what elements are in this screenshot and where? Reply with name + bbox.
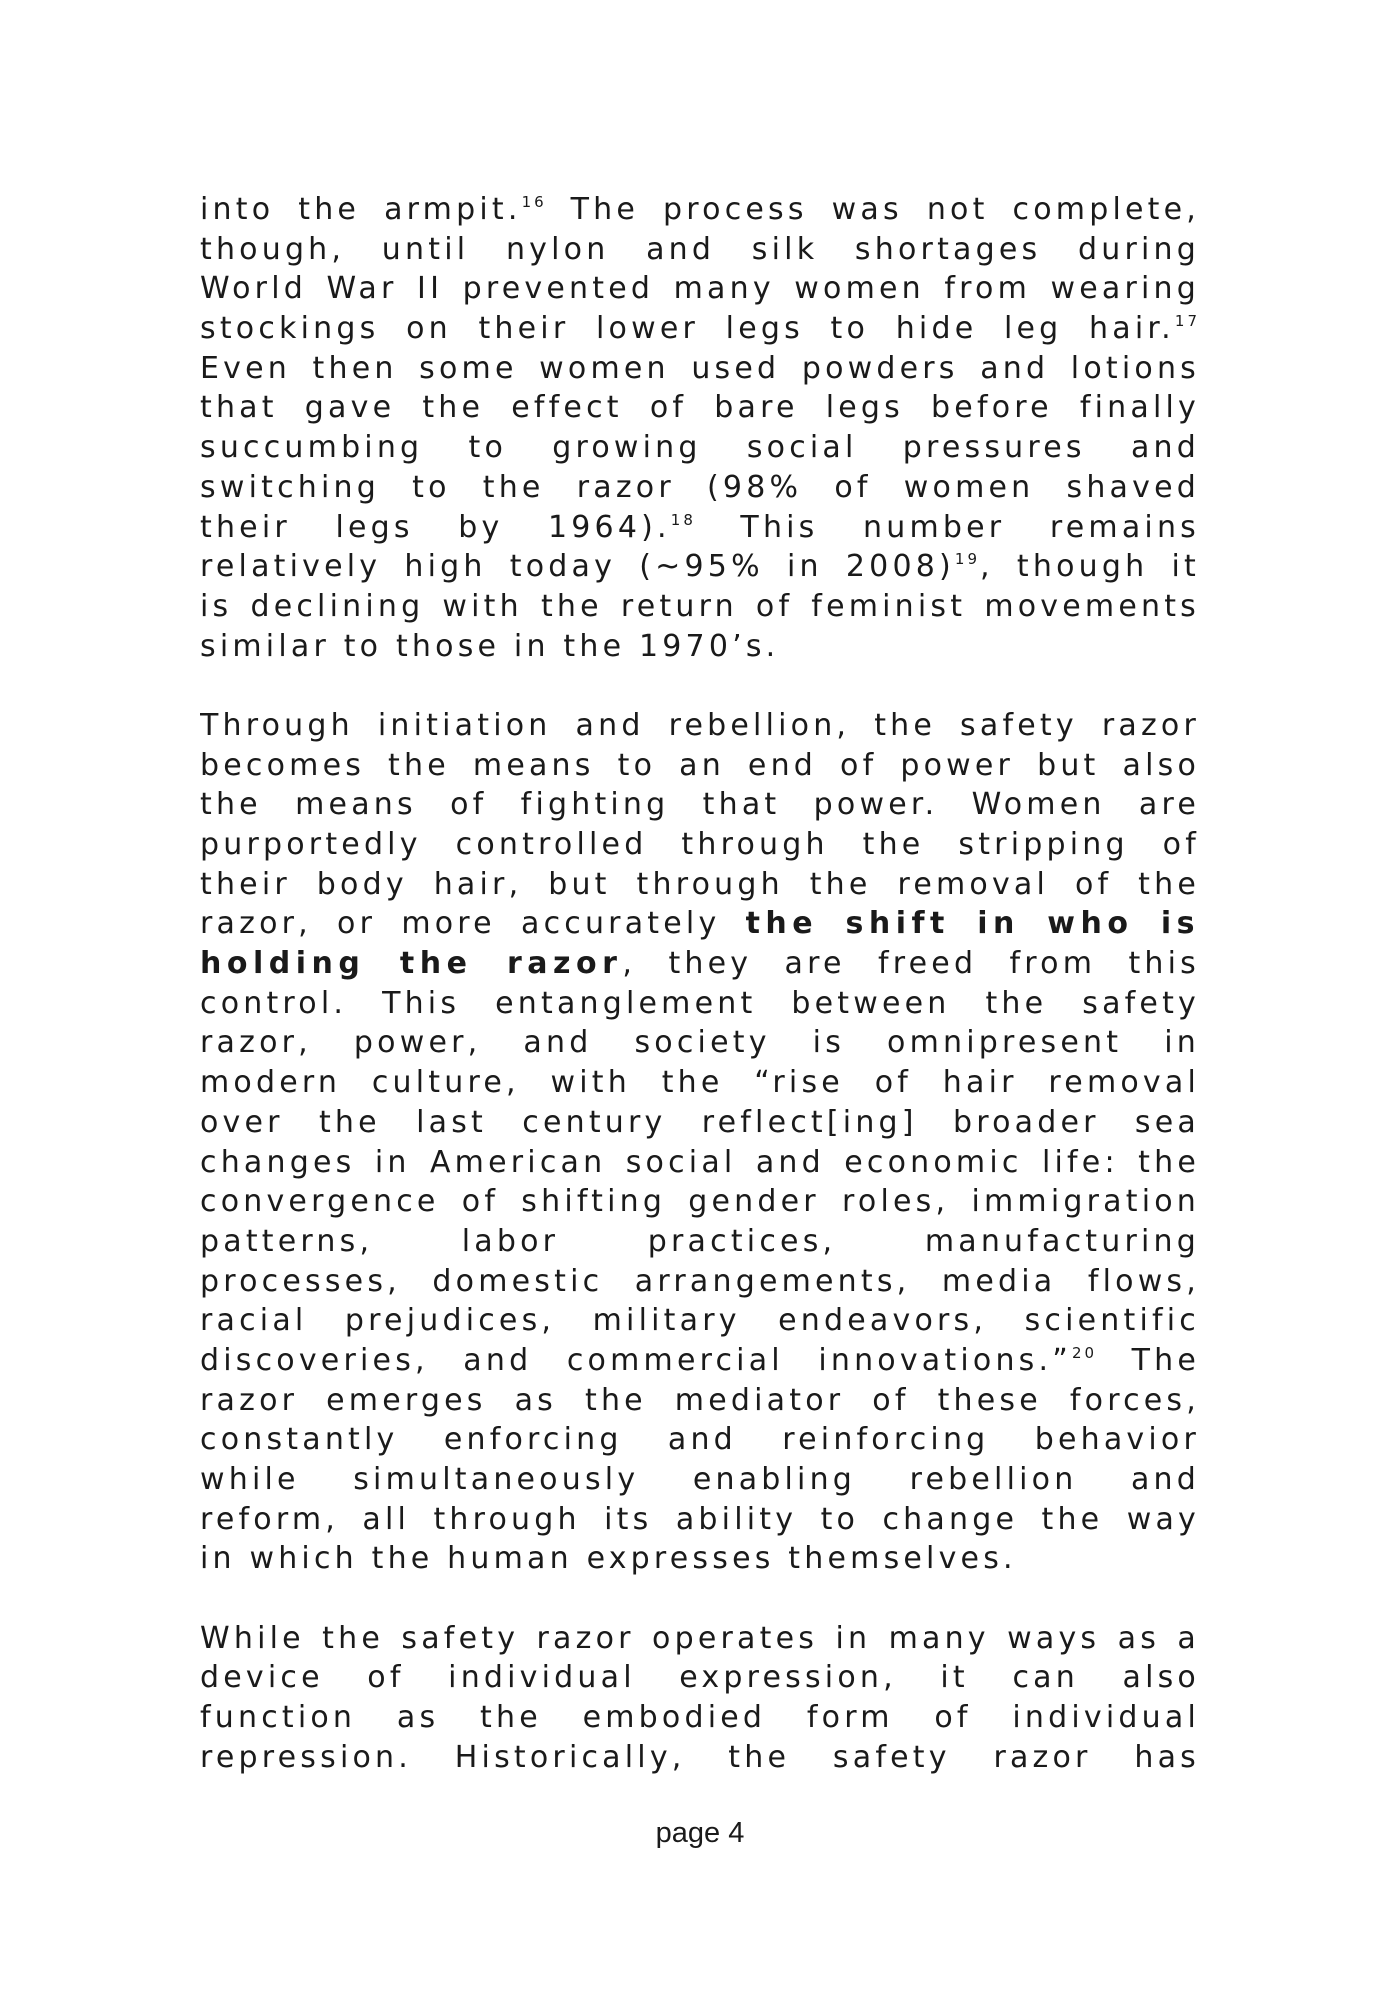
text-segment: The xyxy=(1097,1342,1200,1378)
text-segment: This number remains xyxy=(695,509,1200,545)
bold-emphasis: the shift in who is xyxy=(745,906,1200,942)
paragraph xyxy=(200,706,1200,1579)
text-line xyxy=(200,1182,1200,1222)
text-segment: razor, or more accurately xyxy=(200,906,746,942)
text-segment: processes, domestic arrangements, media flows, xyxy=(200,1263,1200,1299)
text-line xyxy=(200,190,1200,230)
text-segment: constantly enforcing and reinforcing behavior xyxy=(200,1422,1200,1458)
text-line xyxy=(200,230,1200,270)
text-line xyxy=(200,1658,1200,1698)
text-segment: relatively high today (~95% in 2008) xyxy=(200,549,955,585)
text-line xyxy=(200,1619,1200,1659)
text-segment: purportedly controlled through the stripping of xyxy=(200,827,1200,862)
text-segment: stockings on their lower legs to hide leg hair. xyxy=(200,311,1175,347)
text-segment: function as the embodied form of individual xyxy=(200,1700,1200,1736)
text-segment: patterns, labor practices, manufacturing xyxy=(200,1223,1200,1259)
text-line xyxy=(200,627,1200,667)
body-text xyxy=(200,190,1200,1778)
paragraph-gap xyxy=(200,1579,1200,1619)
text-segment: modern culture, with the “rise of hair removal xyxy=(200,1065,1200,1101)
text-segment: while simultaneously enabling rebellion and xyxy=(200,1462,1200,1497)
text-line xyxy=(200,1381,1200,1421)
text-segment: Even then some women used powders and lotions xyxy=(200,350,1200,386)
bold-emphasis: holding the razor xyxy=(200,946,623,982)
text-segment: , though it xyxy=(980,549,1200,585)
footnote-reference: 19 xyxy=(954,550,981,569)
text-segment: razor, power, and society is omnipresent in xyxy=(200,1025,1200,1061)
text-segment: their body hair, but through the removal of the xyxy=(200,866,1200,902)
text-segment: razor emerges as the mediator of these forces, xyxy=(200,1382,1200,1418)
text-line xyxy=(200,587,1200,627)
text-segment: switching to the razor (98% of women shaved xyxy=(200,469,1200,505)
text-line xyxy=(200,1341,1200,1381)
text-segment: is declining with the return of feminist movements xyxy=(200,588,1200,624)
text-line xyxy=(200,904,1200,944)
text-line xyxy=(200,984,1200,1024)
paragraph-gap xyxy=(200,666,1200,706)
text-segment: changes in American social and economic life: the xyxy=(200,1144,1200,1180)
footnote-reference: 16 xyxy=(521,193,547,211)
text-line xyxy=(200,1698,1200,1738)
text-line xyxy=(200,269,1200,309)
text-line xyxy=(200,865,1200,905)
text-segment: repression. Historically, the safety razor has xyxy=(200,1739,1200,1775)
text-line xyxy=(200,1143,1200,1183)
text-line xyxy=(200,547,1200,587)
text-segment: Through initiation and rebellion, the safety razor xyxy=(200,707,1200,743)
text-line xyxy=(200,468,1200,508)
text-segment: The process was not complete, xyxy=(546,192,1200,227)
text-segment: control. This entanglement between the safety xyxy=(200,985,1200,1021)
text-segment: that gave the effect of bare legs before finally xyxy=(200,390,1200,426)
text-segment: discoveries, and commercial innovations.” xyxy=(200,1342,1072,1378)
text-line xyxy=(200,1103,1200,1143)
paragraph xyxy=(200,1619,1200,1778)
text-segment: World War II prevented many women from wearing xyxy=(200,271,1200,307)
text-segment: device of individual expression, it can also xyxy=(200,1660,1200,1696)
text-line xyxy=(200,1460,1200,1500)
text-segment: though, until nylon and silk shortages during xyxy=(200,231,1200,267)
text-line xyxy=(200,508,1200,548)
footnote-reference: 18 xyxy=(670,510,696,529)
text-line xyxy=(200,1063,1200,1103)
text-line xyxy=(200,1738,1200,1778)
text-segment: convergence of shifting gender roles, immigration xyxy=(200,1184,1200,1220)
text-segment: succumbing to growing social pressures and xyxy=(200,430,1200,466)
text-line xyxy=(200,388,1200,428)
text-segment: in which the human expresses themselves. xyxy=(200,1541,1017,1577)
text-segment: becomes the means to an end of power but also xyxy=(200,747,1200,783)
text-line xyxy=(200,1023,1200,1063)
page-number: page 4 xyxy=(655,1817,745,1849)
text-line xyxy=(200,944,1200,984)
text-line xyxy=(200,349,1200,389)
text-segment: reform, all through its ability to change the way xyxy=(200,1501,1200,1537)
text-line xyxy=(200,746,1200,786)
text-segment: racial prejudices, military endeavors, scientific xyxy=(200,1303,1200,1339)
text-line xyxy=(200,785,1200,825)
text-line xyxy=(200,706,1200,746)
text-segment: into the armpit. xyxy=(200,192,522,227)
text-line xyxy=(200,1539,1200,1579)
text-segment: , they are freed from this xyxy=(622,946,1200,982)
paragraph xyxy=(200,190,1200,666)
text-line xyxy=(200,1420,1200,1460)
text-line xyxy=(200,428,1200,468)
text-line xyxy=(200,309,1200,349)
text-line xyxy=(200,825,1200,865)
text-line xyxy=(200,1262,1200,1302)
text-segment: their legs by 1964). xyxy=(200,509,671,545)
text-segment: While the safety razor operates in many ways as a xyxy=(200,1620,1200,1656)
footnote-reference: 17 xyxy=(1174,312,1200,331)
text-line xyxy=(200,1222,1200,1262)
text-line xyxy=(200,1500,1200,1540)
text-segment: similar to those in the 1970’s. xyxy=(200,628,780,664)
text-segment: over the last century reflect[ing] broader sea xyxy=(200,1104,1200,1140)
text-line xyxy=(200,1301,1200,1341)
footnote-reference: 20 xyxy=(1071,1343,1098,1362)
text-segment: the means of fighting that power. Women are xyxy=(200,787,1200,823)
